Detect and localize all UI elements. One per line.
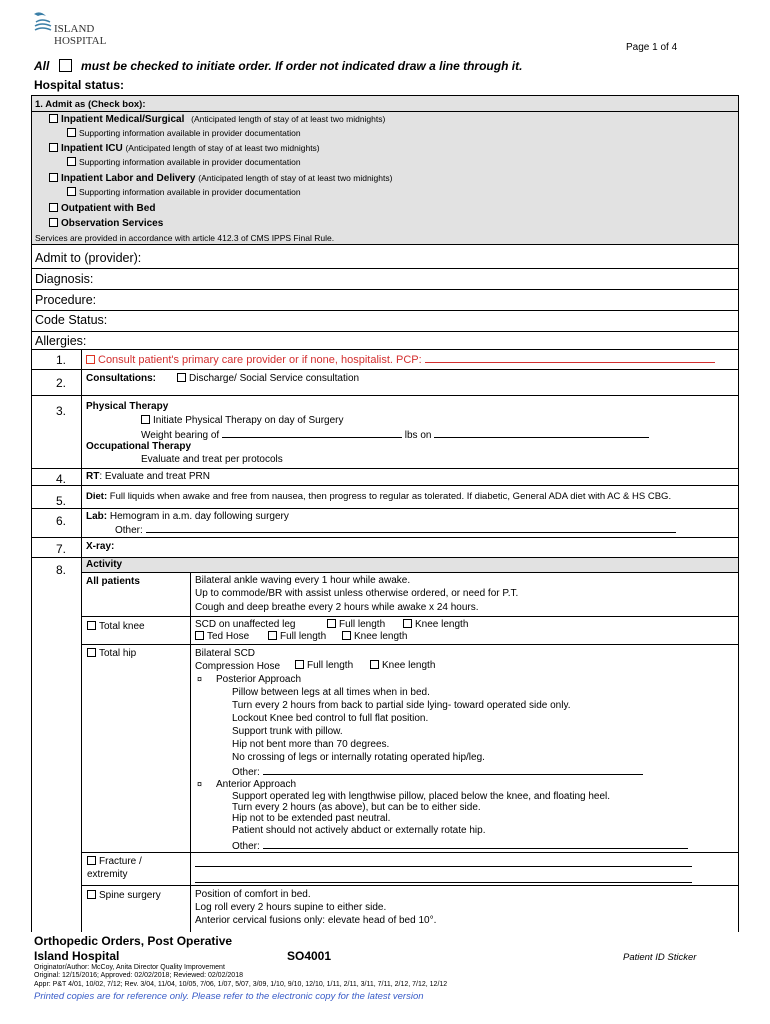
posterior-line: Pillow between legs at all times when in bed. bbox=[232, 687, 430, 698]
option-label: Inpatient ICU bbox=[61, 143, 123, 154]
logo-line2: HOSPITAL bbox=[54, 35, 107, 47]
instruction-text: must be checked to initiate order. If order not indicated draw a line through it. bbox=[81, 59, 523, 73]
spine-line: Log roll every 2 hours supine to either side. bbox=[195, 902, 387, 913]
field-code-status[interactable]: Code Status: bbox=[35, 313, 108, 327]
checkbox[interactable] bbox=[177, 373, 186, 382]
option-note: (Anticipated length of stay of at least two midnights) bbox=[198, 173, 393, 183]
anterior-line: Support operated leg with lengthwise pillow, placed below the knee, and floating heel. bbox=[232, 791, 611, 802]
knee-length-label: Knee length bbox=[382, 660, 436, 671]
field-procedure[interactable]: Procedure: bbox=[35, 293, 97, 307]
fracture-option[interactable] bbox=[87, 856, 142, 867]
fields-block bbox=[31, 245, 739, 349]
compression-full[interactable] bbox=[295, 660, 353, 671]
knee-length-label: Knee length bbox=[354, 631, 408, 642]
rt-label: RT bbox=[86, 471, 100, 482]
admit-option-0[interactable] bbox=[49, 114, 385, 125]
order-number: 5. bbox=[55, 494, 66, 508]
knee-length-label: Knee length bbox=[415, 619, 469, 630]
posterior-title: Posterior Approach bbox=[216, 674, 302, 685]
checkbox[interactable] bbox=[86, 355, 95, 364]
checkbox[interactable] bbox=[49, 203, 58, 212]
diet-label: Diet: bbox=[86, 491, 108, 502]
patient-id-sticker: Patient ID Sticker bbox=[623, 952, 697, 963]
checkbox[interactable] bbox=[342, 631, 351, 640]
diet-text: Full liquids when awake and free from nausea, then progress to regular as tolerated. If diabetic, General ADA diet with AC & HS CBG. bbox=[109, 491, 672, 502]
total-knee-option[interactable] bbox=[87, 621, 145, 632]
field-allergies[interactable]: Allergies: bbox=[35, 334, 87, 348]
scd-label: SCD on unaffected leg bbox=[195, 619, 296, 630]
total-hip-option[interactable] bbox=[87, 648, 136, 659]
admit-sub-0[interactable] bbox=[67, 128, 301, 138]
rt-order bbox=[86, 471, 210, 482]
checkbox[interactable] bbox=[87, 890, 96, 899]
posterior-line: Hip not bent more than 70 degrees. bbox=[232, 739, 390, 750]
checkbox[interactable] bbox=[67, 128, 76, 137]
posterior-line: Support trunk with pillow. bbox=[232, 726, 343, 737]
instruction bbox=[34, 59, 522, 73]
ted-full[interactable] bbox=[268, 631, 326, 642]
checkbox[interactable] bbox=[67, 187, 76, 196]
total-hip-label: Total hip bbox=[99, 648, 137, 659]
spine-line: Anterior cervical fusions only: elevate head of bed 10°. bbox=[195, 915, 437, 926]
checkbox[interactable] bbox=[327, 619, 336, 628]
instruction-all: All bbox=[34, 59, 50, 73]
anterior-line: Turn every 2 hours (as above), but can be to either side. bbox=[232, 802, 481, 813]
posterior-bullet-icon: ¤ bbox=[197, 674, 203, 684]
field-admit-to[interactable]: Admit to (provider): bbox=[35, 251, 142, 265]
checkbox[interactable] bbox=[67, 157, 76, 166]
sub-label: Supporting information available in provider documentation bbox=[79, 187, 301, 197]
pt-title: Physical Therapy bbox=[86, 401, 169, 412]
lab-text: Hemogram in a.m. day following surgery bbox=[109, 511, 289, 522]
printed-notice: Printed copies are for reference only. Please refer to the electronic copy for the latest version bbox=[34, 991, 424, 1002]
approval-history: Appr: P&T 4/01, 10/02, 7/12; Rev. 3/04, 11/04, 10/05, 7/06, 1/07, 5/07, 3/09, 1/10, 9/10, 12/10, 1/11, 2/11, 3/11, 7/11, 2/12, 7/12, 12/12 bbox=[34, 981, 448, 988]
lab-order bbox=[86, 511, 289, 522]
order-number: 3. bbox=[55, 404, 66, 418]
admit-sub-2[interactable] bbox=[67, 187, 301, 197]
fracture-label: Fracture / bbox=[99, 856, 142, 867]
checkbox[interactable] bbox=[141, 415, 150, 424]
rt-text: : Evaluate and treat PRN bbox=[99, 471, 210, 482]
discharge-text: Discharge/ Social Service consultation bbox=[189, 373, 360, 384]
knee-scd-knee[interactable] bbox=[403, 619, 468, 630]
pt-weight[interactable] bbox=[141, 428, 649, 441]
field-diagnosis[interactable]: Diagnosis: bbox=[35, 272, 94, 286]
form-title: Orthopedic Orders, Post Operative bbox=[34, 934, 233, 948]
total-knee-label: Total knee bbox=[99, 621, 145, 632]
ted-knee[interactable] bbox=[342, 631, 407, 642]
activity-title: Activity bbox=[86, 559, 123, 570]
checkbox[interactable] bbox=[295, 660, 304, 669]
option-label: Inpatient Medical/Surgical bbox=[61, 114, 185, 125]
instruction-checkbox[interactable] bbox=[59, 59, 72, 72]
compression-knee[interactable] bbox=[370, 660, 435, 671]
admit-footer: Services are provided in accordance with article 412.3 of CMS IPPS Final Rule. bbox=[35, 233, 335, 243]
sub-label: Supporting information available in provider documentation bbox=[79, 128, 301, 138]
checkbox[interactable] bbox=[403, 619, 412, 628]
ot-eval: Evaluate and treat per protocols bbox=[141, 454, 283, 465]
ted-hose-option[interactable] bbox=[195, 631, 249, 642]
checkbox[interactable] bbox=[49, 143, 58, 152]
compression-hose: Compression Hose bbox=[195, 661, 281, 672]
posterior-line: Turn every 2 hours from back to partial side lying- toward operated side only. bbox=[232, 700, 571, 711]
sub-label: Supporting information available in provider documentation bbox=[79, 157, 301, 167]
checkbox[interactable] bbox=[49, 173, 58, 182]
full-length-label: Full length bbox=[307, 660, 354, 671]
originator: Originator/Author: McCoy, Anita Director Quality Improvement bbox=[34, 964, 225, 971]
admit-option-2[interactable] bbox=[49, 173, 392, 184]
anterior-line: Patient should not actively abduct or externally rotate hip. bbox=[232, 825, 486, 836]
spine-option[interactable] bbox=[87, 890, 161, 901]
xray-label: X-ray: bbox=[86, 541, 115, 552]
checkbox[interactable] bbox=[87, 856, 96, 865]
spine-label: Spine surgery bbox=[99, 890, 161, 901]
original-dates: Original: 12/15/2016; Approved: 02/02/2018; Reviewed: 02/02/2018 bbox=[34, 972, 243, 979]
bilateral-scd: Bilateral SCD bbox=[195, 648, 256, 659]
all-patients-line: Bilateral ankle waving every 1 hour while awake. bbox=[195, 575, 411, 586]
checkbox[interactable] bbox=[268, 631, 277, 640]
lab-other-label: Other: bbox=[115, 525, 143, 536]
admit-option-1[interactable] bbox=[49, 143, 320, 154]
discharge-option[interactable] bbox=[177, 373, 359, 384]
admit-sub-1[interactable] bbox=[67, 157, 301, 167]
posterior-other[interactable] bbox=[232, 765, 643, 778]
diet-order bbox=[86, 491, 671, 502]
order-number: 6. bbox=[55, 514, 66, 528]
option-label: Inpatient Labor and Delivery bbox=[61, 173, 196, 184]
lab-label: Lab: bbox=[86, 511, 108, 522]
all-patients-line: Cough and deep breathe every 2 hours while awake x 24 hours. bbox=[195, 602, 479, 613]
option-label: Outpatient with Bed bbox=[61, 203, 156, 214]
option-note: (Anticipated length of stay of at least two midnights) bbox=[191, 114, 386, 124]
checkbox[interactable] bbox=[87, 648, 96, 657]
logo-line1: ISLAND bbox=[54, 23, 95, 35]
order-number: 7. bbox=[55, 542, 66, 556]
anterior-line: Hip not to be extended past neutral. bbox=[232, 813, 391, 824]
form-code: SO4001 bbox=[287, 949, 332, 963]
all-patients-label: All patients bbox=[86, 576, 140, 587]
consult-pcp-text: Consult patient's primary care provider or if none, hospitalist. PCP: bbox=[98, 354, 422, 366]
admit-option-4[interactable] bbox=[49, 218, 163, 229]
knee-scd bbox=[195, 619, 295, 630]
posterior-line: Lockout Knee bed control to full flat position. bbox=[232, 713, 429, 724]
hospital-status: Hospital status: bbox=[34, 78, 125, 92]
full-length-label: Full length bbox=[280, 631, 327, 642]
admit-box bbox=[31, 95, 739, 245]
fracture-line[interactable] bbox=[195, 866, 692, 867]
full-length-label: Full length bbox=[339, 619, 386, 630]
footer-hospital: Island Hospital bbox=[34, 949, 120, 963]
checkbox[interactable] bbox=[195, 631, 204, 640]
pt-initiate-text: Initiate Physical Therapy on day of Surgery bbox=[153, 415, 344, 426]
ted-hose-label: Ted Hose bbox=[207, 631, 250, 642]
checkbox[interactable] bbox=[49, 218, 58, 227]
anterior-bullet-icon: ¤ bbox=[197, 779, 203, 789]
spine-line: Position of comfort in bed. bbox=[195, 889, 311, 900]
order-number: 2. bbox=[55, 376, 66, 390]
fracture-line[interactable] bbox=[195, 882, 692, 883]
fracture-label-2: extremity bbox=[87, 869, 128, 880]
bird-logo-icon bbox=[32, 10, 54, 38]
ot-title: Occupational Therapy bbox=[86, 441, 192, 452]
lab-other[interactable] bbox=[115, 523, 676, 536]
consultations-label: Consultations: bbox=[86, 373, 156, 384]
order-number: 4. bbox=[55, 472, 66, 486]
anterior-title: Anterior Approach bbox=[216, 779, 297, 790]
order-number: 8. bbox=[55, 563, 66, 577]
hospital-logo bbox=[32, 10, 112, 50]
pt-initiate[interactable] bbox=[141, 415, 343, 426]
all-patients-line: Up to commode/BR with assist unless otherwise ordered, or need for P.T. bbox=[195, 588, 519, 599]
posterior-line: No crossing of legs or internally rotating operated hip/leg. bbox=[232, 752, 485, 763]
checkbox[interactable] bbox=[49, 114, 58, 123]
admit-title: 1. Admit as (Check box): bbox=[35, 99, 146, 110]
knee-scd-full[interactable] bbox=[327, 619, 385, 630]
pt-weight-label: Weight bearing of bbox=[141, 430, 220, 441]
admit-option-3[interactable] bbox=[49, 203, 155, 214]
page-number: Page 1 of 4 bbox=[626, 42, 678, 53]
consult-pcp[interactable] bbox=[86, 353, 715, 366]
anterior-other[interactable] bbox=[232, 839, 688, 852]
activity-header bbox=[82, 558, 738, 572]
order-number: 1. bbox=[55, 353, 66, 367]
checkbox[interactable] bbox=[87, 621, 96, 630]
other-label: Other: bbox=[232, 767, 260, 778]
checkbox[interactable] bbox=[370, 660, 379, 669]
option-note: (Anticipated length of stay of at least two midnights) bbox=[125, 143, 320, 153]
option-label: Observation Services bbox=[61, 218, 164, 229]
pt-lbs-label: lbs on bbox=[404, 430, 432, 441]
other-label: Other: bbox=[232, 841, 260, 852]
